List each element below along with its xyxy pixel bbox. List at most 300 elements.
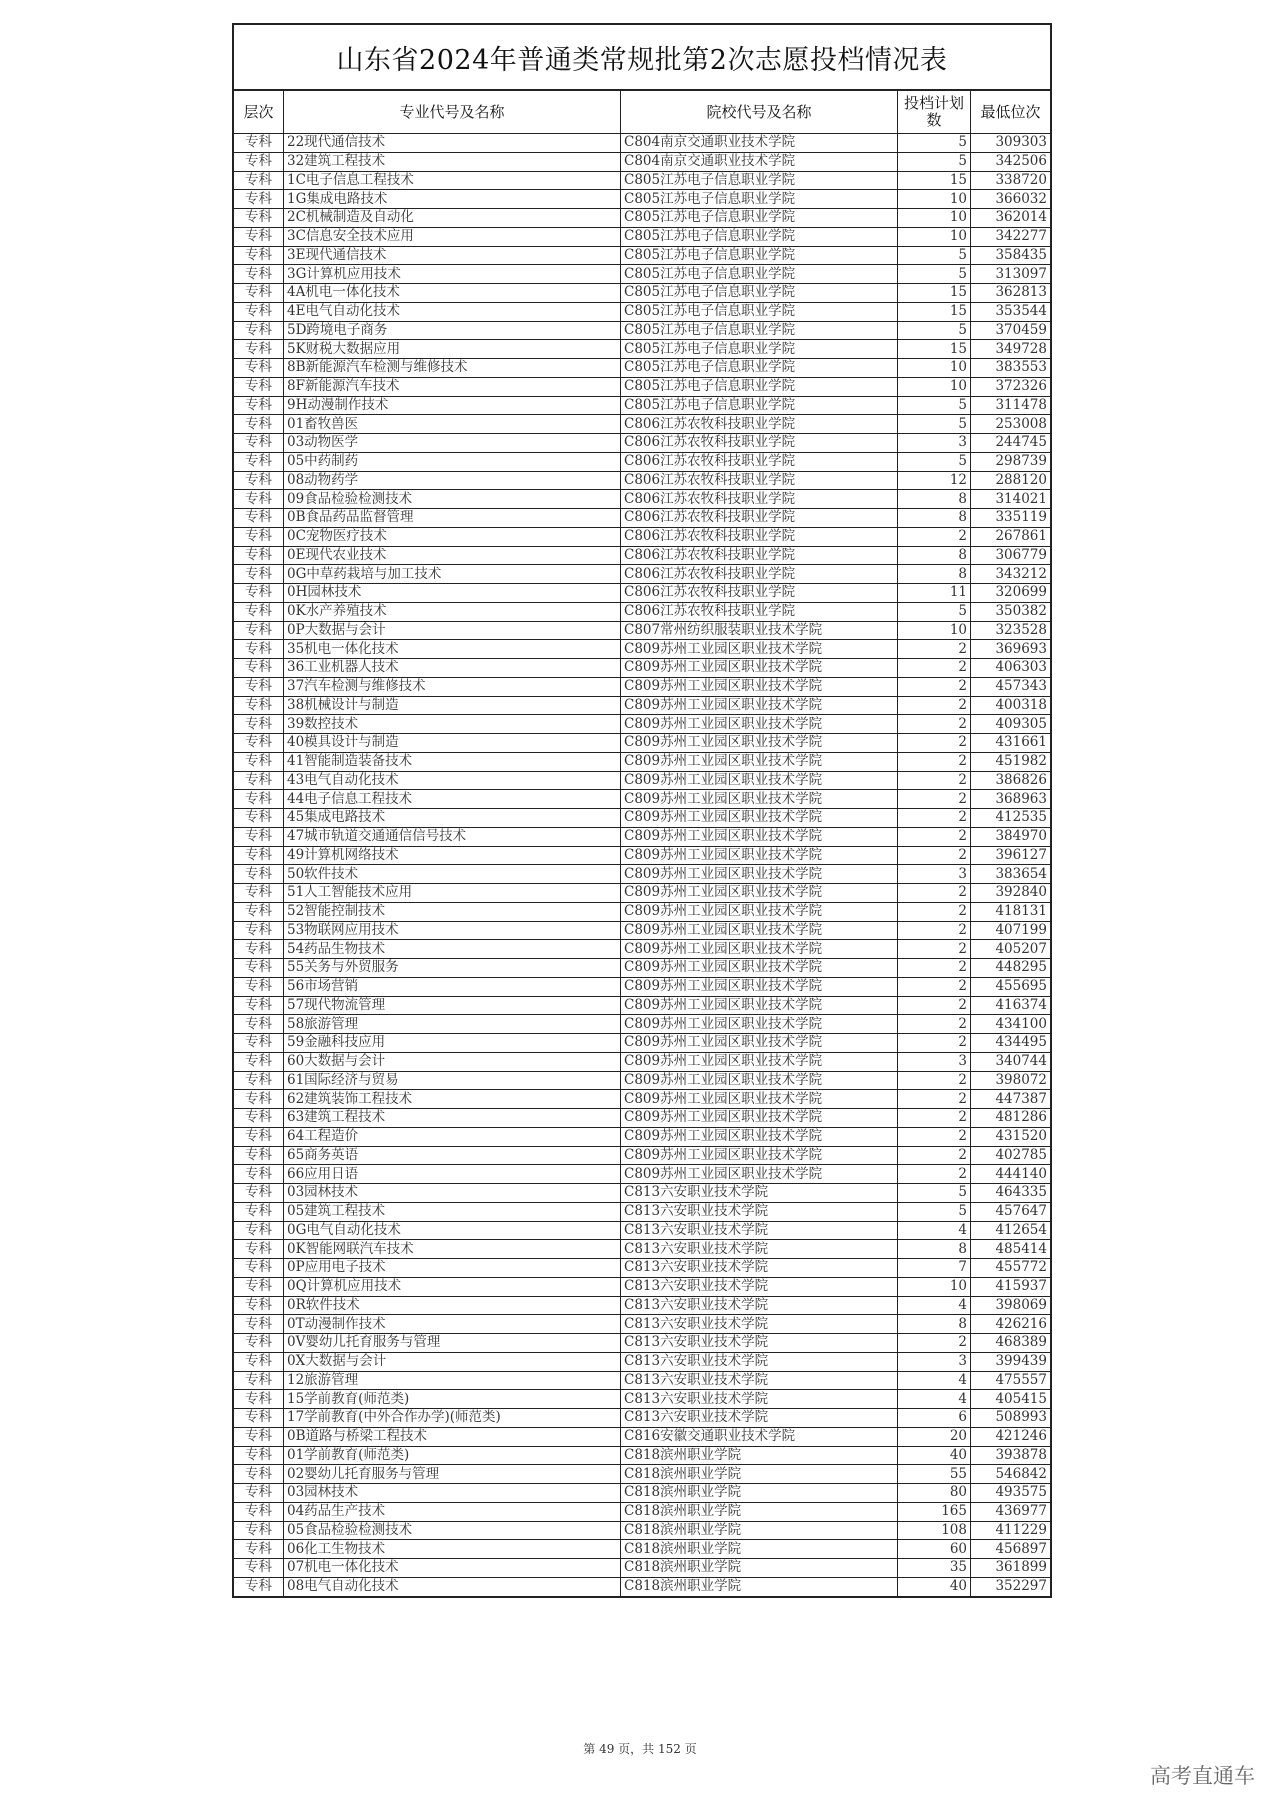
cell-rank: 416374 [971, 996, 1051, 1015]
table-row [234, 640, 1050, 659]
table-row [234, 584, 1050, 603]
cell-school: C805江苏电子信息职业学院 [621, 377, 898, 396]
cell-level: 专科 [234, 1146, 284, 1165]
cell-plan: 5 [898, 321, 971, 340]
cell-plan: 2 [898, 640, 971, 659]
cell-rank: 412654 [971, 1221, 1051, 1240]
table-row [234, 1502, 1050, 1521]
cell-level: 专科 [234, 227, 284, 246]
table-row [234, 1427, 1050, 1446]
cell-major: 05食品检验检测技术 [284, 1521, 621, 1540]
cell-level: 专科 [234, 1109, 284, 1128]
cell-level: 专科 [234, 940, 284, 959]
cell-school: C809苏州工业园区职业技术学院 [621, 1052, 898, 1071]
cell-rank: 434100 [971, 1015, 1051, 1034]
cell-plan: 5 [898, 152, 971, 171]
cell-school: C806江苏农牧科技职业学院 [621, 415, 898, 434]
cell-level: 专科 [234, 865, 284, 884]
cell-plan: 2 [898, 1165, 971, 1184]
page-footer: 第 49 页，共 152 页 [583, 1742, 697, 1756]
cell-school: C805江苏电子信息职业学院 [621, 340, 898, 359]
cell-school: C809苏州工业园区职业技术学院 [621, 1071, 898, 1090]
cell-major: 53物联网应用技术 [284, 921, 621, 940]
cell-plan: 10 [898, 1277, 971, 1296]
cell-level: 专科 [234, 1427, 284, 1446]
table-row [234, 921, 1050, 940]
cell-plan: 15 [898, 340, 971, 359]
cell-level: 专科 [234, 827, 284, 846]
table-row [234, 1390, 1050, 1409]
cell-plan: 3 [898, 434, 971, 453]
cell-level: 专科 [234, 977, 284, 996]
table-row [234, 1202, 1050, 1221]
cell-rank: 350382 [971, 602, 1051, 621]
admission-table [234, 91, 1050, 1596]
cell-plan: 5 [898, 602, 971, 621]
table-row [234, 1259, 1050, 1278]
cell-plan: 2 [898, 809, 971, 828]
cell-plan: 60 [898, 1540, 971, 1559]
cell-plan: 2 [898, 977, 971, 996]
table-row [234, 1465, 1050, 1484]
cell-rank: 405207 [971, 940, 1051, 959]
cell-major: 1G集成电路技术 [284, 190, 621, 209]
cell-school: C818滨州职业学院 [621, 1521, 898, 1540]
table-row [234, 1371, 1050, 1390]
cell-major: 45集成电路技术 [284, 809, 621, 828]
cell-plan: 2 [898, 527, 971, 546]
table-row [234, 1334, 1050, 1353]
table-row [234, 1277, 1050, 1296]
cell-school: C807常州纺织服装职业技术学院 [621, 621, 898, 640]
cell-major: 49计算机网络技术 [284, 846, 621, 865]
cell-major: 3C信息安全技术应用 [284, 227, 621, 246]
cell-level: 专科 [234, 490, 284, 509]
table-row [234, 790, 1050, 809]
cell-school: C809苏州工业园区职业技术学院 [621, 752, 898, 771]
cell-level: 专科 [234, 959, 284, 978]
cell-level: 专科 [234, 921, 284, 940]
cell-plan: 15 [898, 171, 971, 190]
cell-level: 专科 [234, 696, 284, 715]
cell-plan: 5 [898, 1202, 971, 1221]
cell-level: 专科 [234, 302, 284, 321]
cell-rank: 468389 [971, 1334, 1051, 1353]
table-row [234, 1484, 1050, 1503]
cell-major: 44电子信息工程技术 [284, 790, 621, 809]
cell-school: C813六安职业技术学院 [621, 1202, 898, 1221]
cell-plan: 11 [898, 584, 971, 603]
table-row [234, 977, 1050, 996]
cell-major: 55关务与外贸服务 [284, 959, 621, 978]
cell-rank: 493575 [971, 1484, 1051, 1503]
cell-major: 12旅游管理 [284, 1371, 621, 1390]
table-row [234, 715, 1050, 734]
table-row [234, 1015, 1050, 1034]
cell-school: C813六安职业技术学院 [621, 1277, 898, 1296]
cell-major: 9H动漫制作技术 [284, 396, 621, 415]
cell-level: 专科 [234, 359, 284, 378]
cell-level: 专科 [234, 1559, 284, 1578]
cell-major: 03园林技术 [284, 1184, 621, 1203]
cell-major: 40模具设计与制造 [284, 734, 621, 753]
cell-rank: 288120 [971, 471, 1051, 490]
cell-rank: 396127 [971, 846, 1051, 865]
cell-level: 专科 [234, 1521, 284, 1540]
cell-school: C809苏州工业园区职业技术学院 [621, 790, 898, 809]
cell-major: 4E电气自动化技术 [284, 302, 621, 321]
cell-major: 57现代物流管理 [284, 996, 621, 1015]
table-row [234, 434, 1050, 453]
cell-level: 专科 [234, 527, 284, 546]
cell-rank: 392840 [971, 884, 1051, 903]
cell-rank: 361899 [971, 1559, 1051, 1578]
cell-major: 03园林技术 [284, 1484, 621, 1503]
cell-level: 专科 [234, 1540, 284, 1559]
cell-rank: 405415 [971, 1390, 1051, 1409]
cell-school: C818滨州职业学院 [621, 1559, 898, 1578]
cell-level: 专科 [234, 1202, 284, 1221]
cell-rank: 546842 [971, 1465, 1051, 1484]
cell-school: C809苏州工业园区职业技术学院 [621, 1090, 898, 1109]
cell-plan: 8 [898, 546, 971, 565]
cell-plan: 2 [898, 959, 971, 978]
cell-major: 41智能制造装备技术 [284, 752, 621, 771]
cell-major: 0G电气自动化技术 [284, 1221, 621, 1240]
cell-rank: 485414 [971, 1240, 1051, 1259]
cell-school: C805江苏电子信息职业学院 [621, 265, 898, 284]
cell-school: C809苏州工业园区职业技术学院 [621, 959, 898, 978]
cell-plan: 2 [898, 902, 971, 921]
cell-school: C809苏州工业园区职业技术学院 [621, 640, 898, 659]
table-row [234, 752, 1050, 771]
cell-major: 06化工生物技术 [284, 1540, 621, 1559]
cell-school: C805江苏电子信息职业学院 [621, 396, 898, 415]
cell-level: 专科 [234, 1127, 284, 1146]
cell-major: 15学前教育(师范类) [284, 1390, 621, 1409]
cell-rank: 399439 [971, 1352, 1051, 1371]
cell-school: C809苏州工业园区职业技术学院 [621, 940, 898, 959]
cell-rank: 457343 [971, 677, 1051, 696]
cell-level: 专科 [234, 134, 284, 153]
header-major: 专业代号及名称 [284, 91, 621, 134]
cell-rank: 386826 [971, 771, 1051, 790]
cell-rank: 426216 [971, 1315, 1051, 1334]
cell-major: 64工程造价 [284, 1127, 621, 1146]
cell-rank: 253008 [971, 415, 1051, 434]
cell-major: 50软件技术 [284, 865, 621, 884]
cell-rank: 362813 [971, 284, 1051, 303]
cell-major: 0K智能网联汽车技术 [284, 1240, 621, 1259]
cell-plan: 2 [898, 696, 971, 715]
cell-rank: 412535 [971, 809, 1051, 828]
cell-plan: 2 [898, 1146, 971, 1165]
cell-rank: 508993 [971, 1409, 1051, 1428]
cell-major: 5K财税大数据应用 [284, 340, 621, 359]
cell-level: 专科 [234, 565, 284, 584]
cell-major: 1C电子信息工程技术 [284, 171, 621, 190]
page-title: 山东省2024年普通类常规批第2次志愿投档情况表 [234, 25, 1050, 91]
cell-plan: 5 [898, 246, 971, 265]
cell-major: 3G计算机应用技术 [284, 265, 621, 284]
cell-level: 专科 [234, 1277, 284, 1296]
table-row [234, 1071, 1050, 1090]
cell-level: 专科 [234, 1577, 284, 1595]
table-row [234, 827, 1050, 846]
cell-school: C805江苏电子信息职业学院 [621, 246, 898, 265]
cell-school: C813六安职业技术学院 [621, 1390, 898, 1409]
cell-plan: 5 [898, 134, 971, 153]
table-row [234, 996, 1050, 1015]
cell-major: 04药品生产技术 [284, 1502, 621, 1521]
cell-school: C806江苏农牧科技职业学院 [621, 490, 898, 509]
cell-rank: 267861 [971, 527, 1051, 546]
cell-major: 32建筑工程技术 [284, 152, 621, 171]
cell-major: 08动物药学 [284, 471, 621, 490]
cell-major: 0P应用电子技术 [284, 1259, 621, 1278]
cell-level: 专科 [234, 1240, 284, 1259]
cell-level: 专科 [234, 809, 284, 828]
cell-rank: 369693 [971, 640, 1051, 659]
cell-school: C809苏州工业园区职业技术学院 [621, 1165, 898, 1184]
cell-school: C806江苏农牧科技职业学院 [621, 509, 898, 528]
cell-level: 专科 [234, 246, 284, 265]
table-row [234, 396, 1050, 415]
cell-school: C818滨州职业学院 [621, 1540, 898, 1559]
cell-school: C809苏州工业园区职业技术学院 [621, 1146, 898, 1165]
cell-school: C818滨州职业学院 [621, 1484, 898, 1503]
cell-rank: 434495 [971, 1034, 1051, 1053]
cell-plan: 2 [898, 1015, 971, 1034]
table-row [234, 509, 1050, 528]
cell-rank: 342506 [971, 152, 1051, 171]
cell-rank: 362014 [971, 209, 1051, 228]
cell-major: 56市场营销 [284, 977, 621, 996]
table-row [234, 1409, 1050, 1428]
cell-rank: 431661 [971, 734, 1051, 753]
cell-rank: 353544 [971, 302, 1051, 321]
cell-major: 02婴幼儿托育服务与管理 [284, 1465, 621, 1484]
cell-rank: 448295 [971, 959, 1051, 978]
cell-plan: 20 [898, 1427, 971, 1446]
cell-rank: 244745 [971, 434, 1051, 453]
cell-rank: 407199 [971, 921, 1051, 940]
cell-plan: 2 [898, 940, 971, 959]
cell-plan: 2 [898, 1090, 971, 1109]
cell-plan: 5 [898, 415, 971, 434]
cell-rank: 383553 [971, 359, 1051, 378]
cell-plan: 8 [898, 509, 971, 528]
cell-major: 54药品生物技术 [284, 940, 621, 959]
cell-level: 专科 [234, 902, 284, 921]
cell-major: 61国际经济与贸易 [284, 1071, 621, 1090]
cell-school: C809苏州工业园区职业技术学院 [621, 902, 898, 921]
cell-school: C806江苏农牧科技职业学院 [621, 584, 898, 603]
table-row [234, 1240, 1050, 1259]
cell-plan: 4 [898, 1221, 971, 1240]
cell-school: C809苏州工业园区职业技术学院 [621, 696, 898, 715]
cell-rank: 298739 [971, 452, 1051, 471]
cell-school: C818滨州职业学院 [621, 1502, 898, 1521]
table-row [234, 1540, 1050, 1559]
cell-school: C818滨州职业学院 [621, 1577, 898, 1595]
cell-level: 专科 [234, 190, 284, 209]
cell-major: 52智能控制技术 [284, 902, 621, 921]
cell-school: C813六安职业技术学院 [621, 1409, 898, 1428]
cell-school: C806江苏农牧科技职业学院 [621, 434, 898, 453]
cell-school: C809苏州工业园区职业技术学院 [621, 977, 898, 996]
cell-school: C805江苏电子信息职业学院 [621, 359, 898, 378]
cell-plan: 10 [898, 209, 971, 228]
cell-rank: 372326 [971, 377, 1051, 396]
cell-school: C813六安职业技术学院 [621, 1184, 898, 1203]
table-row [234, 1446, 1050, 1465]
cell-level: 专科 [234, 546, 284, 565]
cell-level: 专科 [234, 677, 284, 696]
cell-plan: 8 [898, 490, 971, 509]
cell-rank: 436977 [971, 1502, 1051, 1521]
cell-plan: 2 [898, 659, 971, 678]
cell-rank: 309303 [971, 134, 1051, 153]
cell-major: 51人工智能技术应用 [284, 884, 621, 903]
table-body [234, 134, 1050, 1596]
cell-major: 09食品检验检测技术 [284, 490, 621, 509]
cell-level: 专科 [234, 1052, 284, 1071]
header-level: 层次 [234, 91, 284, 134]
cell-level: 专科 [234, 1371, 284, 1390]
cell-school: C816安徽交通职业技术学院 [621, 1427, 898, 1446]
cell-plan: 5 [898, 452, 971, 471]
cell-school: C809苏州工业园区职业技术学院 [621, 715, 898, 734]
header-school: 院校代号及名称 [621, 91, 898, 134]
cell-rank: 349728 [971, 340, 1051, 359]
cell-school: C805江苏电子信息职业学院 [621, 227, 898, 246]
cell-major: 05中药制药 [284, 452, 621, 471]
cell-school: C809苏州工业园区职业技术学院 [621, 996, 898, 1015]
cell-level: 专科 [234, 846, 284, 865]
cell-plan: 6 [898, 1409, 971, 1428]
cell-level: 专科 [234, 509, 284, 528]
table-row [234, 415, 1050, 434]
cell-plan: 10 [898, 227, 971, 246]
header-plan [898, 91, 971, 134]
cell-school: C809苏州工业园区职业技术学院 [621, 1109, 898, 1128]
cell-level: 专科 [234, 1465, 284, 1484]
cell-major: 66应用日语 [284, 1165, 621, 1184]
table-row [234, 677, 1050, 696]
cell-level: 专科 [234, 884, 284, 903]
table-row [234, 1034, 1050, 1053]
cell-plan: 2 [898, 827, 971, 846]
cell-school: C809苏州工业园区职业技术学院 [621, 921, 898, 940]
table-row [234, 771, 1050, 790]
cell-plan: 2 [898, 1127, 971, 1146]
table-row [234, 377, 1050, 396]
table-row [234, 1184, 1050, 1203]
cell-major: 0R软件技术 [284, 1296, 621, 1315]
cell-level: 专科 [234, 1165, 284, 1184]
table-row [234, 134, 1050, 153]
cell-level: 专科 [234, 1502, 284, 1521]
table-row [234, 209, 1050, 228]
table-row [234, 1521, 1050, 1540]
cell-plan: 8 [898, 565, 971, 584]
cell-major: 3E现代通信技术 [284, 246, 621, 265]
cell-school: C804南京交通职业技术学院 [621, 134, 898, 153]
cell-school: C818滨州职业学院 [621, 1465, 898, 1484]
table-row [234, 359, 1050, 378]
cell-school: C806江苏农牧科技职业学院 [621, 565, 898, 584]
cell-major: 0G中草药栽培与加工技术 [284, 565, 621, 584]
cell-level: 专科 [234, 715, 284, 734]
cell-plan: 10 [898, 190, 971, 209]
cell-rank: 444140 [971, 1165, 1051, 1184]
cell-plan: 35 [898, 1559, 971, 1578]
cell-school: C806江苏农牧科技职业学院 [621, 527, 898, 546]
cell-plan: 4 [898, 1371, 971, 1390]
cell-major: 5D跨境电子商务 [284, 321, 621, 340]
cell-rank: 456897 [971, 1540, 1051, 1559]
cell-plan: 2 [898, 921, 971, 940]
cell-major: 0C宠物医疗技术 [284, 527, 621, 546]
cell-rank: 340744 [971, 1052, 1051, 1071]
table-row [234, 265, 1050, 284]
cell-school: C809苏州工业园区职业技术学院 [621, 809, 898, 828]
cell-level: 专科 [234, 1390, 284, 1409]
cell-plan: 3 [898, 1352, 971, 1371]
cell-major: 17学前教育(中外合作办学)(师范类) [284, 1409, 621, 1428]
cell-rank: 411229 [971, 1521, 1051, 1540]
cell-rank: 451982 [971, 752, 1051, 771]
cell-school: C813六安职业技术学院 [621, 1315, 898, 1334]
cell-major: 0X大数据与会计 [284, 1352, 621, 1371]
cell-level: 专科 [234, 602, 284, 621]
table-row [234, 1315, 1050, 1334]
cell-school: C805江苏电子信息职业学院 [621, 209, 898, 228]
cell-plan: 5 [898, 396, 971, 415]
cell-rank: 481286 [971, 1109, 1051, 1128]
cell-plan: 2 [898, 1071, 971, 1090]
cell-school: C806江苏农牧科技职业学院 [621, 602, 898, 621]
cell-school: C813六安职业技术学院 [621, 1371, 898, 1390]
cell-plan: 165 [898, 1502, 971, 1521]
cell-major: 8B新能源汽车检测与维修技术 [284, 359, 621, 378]
cell-plan: 8 [898, 1240, 971, 1259]
cell-level: 专科 [234, 1446, 284, 1465]
cell-level: 专科 [234, 284, 284, 303]
cell-major: 0P大数据与会计 [284, 621, 621, 640]
cell-plan: 5 [898, 265, 971, 284]
cell-major: 59金融科技应用 [284, 1034, 621, 1053]
table-row [234, 284, 1050, 303]
cell-level: 专科 [234, 1352, 284, 1371]
table-row [234, 959, 1050, 978]
cell-plan: 2 [898, 1109, 971, 1128]
cell-rank: 393878 [971, 1446, 1051, 1465]
table-row [234, 171, 1050, 190]
cell-school: C809苏州工业园区职业技术学院 [621, 659, 898, 678]
cell-major: 43电气自动化技术 [284, 771, 621, 790]
cell-plan: 2 [898, 734, 971, 753]
cell-major: 0B食品药品监督管理 [284, 509, 621, 528]
cell-school: C818滨州职业学院 [621, 1446, 898, 1465]
table-row [234, 1146, 1050, 1165]
cell-level: 专科 [234, 584, 284, 603]
cell-rank: 342277 [971, 227, 1051, 246]
cell-school: C806江苏农牧科技职业学院 [621, 546, 898, 565]
cell-major: 8F新能源汽车技术 [284, 377, 621, 396]
cell-major: 01学前教育(师范类) [284, 1446, 621, 1465]
